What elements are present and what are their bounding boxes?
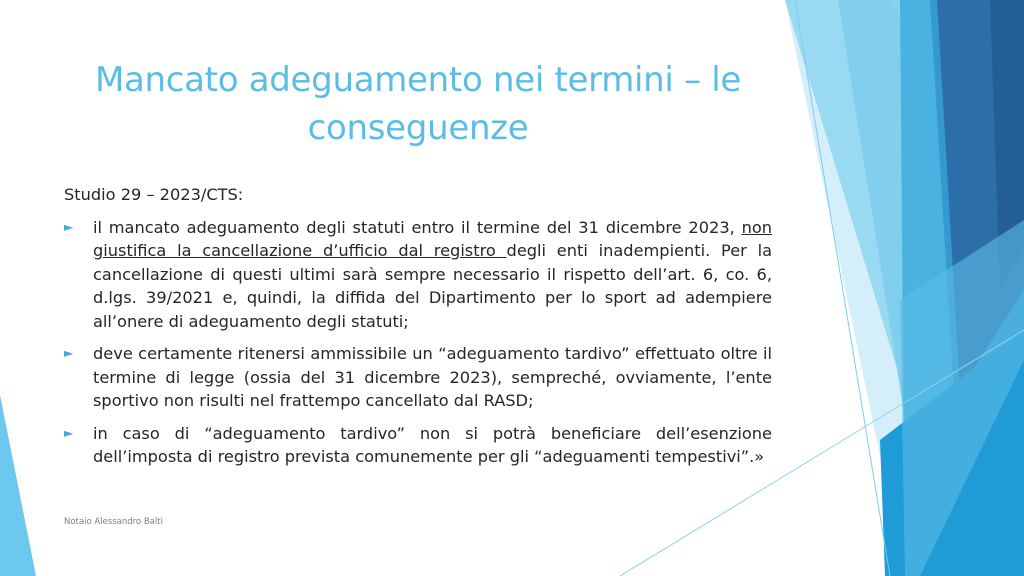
triangle-right-icon: ► <box>64 346 74 360</box>
footer-author: Notaio Alessandro Balti <box>64 517 163 527</box>
bullet-2-text: deve certamente ritenersi ammissibile un “adeguamento tardivo” effettuato oltre il termine di legge (ossia del 31 dicembre 2023), sempreché, ovviamente, l’ente sportivo non risulti nel frattempo cancellato dal RASD; <box>93 344 772 410</box>
bullet-item-1 <box>64 216 772 334</box>
title-line-2: conseguenze <box>307 108 529 148</box>
bullet-1-text-start: il mancato adeguamento degli statuti entro il termine del 31 dicembre 2023, <box>93 217 742 237</box>
triangle-right-icon: ► <box>64 425 74 440</box>
bullet-item-2 <box>64 342 772 413</box>
bullet-list <box>64 216 772 469</box>
bullet-3-text: in caso di “adeguamento tardivo” non si potrà beneficiare dell’esenzione dell’imposta di registro prevista comunemente per gli “adeguamenti tempestivi”.» <box>93 423 772 466</box>
left-facet <box>0 395 36 576</box>
slide-title <box>60 56 776 152</box>
intro-text: Studio 29 – 2023/CTS: <box>64 185 244 204</box>
title-line-1: Mancato adeguamento nei termini – le <box>94 60 742 100</box>
bullet-1-underlined-text: non giustifica la cancellazione d’ufficio dal registro <box>93 217 772 260</box>
bullet-item-3 <box>64 422 772 469</box>
triangle-right-icon: ► <box>64 219 74 234</box>
slide-content <box>64 183 772 478</box>
bullet-1-text-end: degli enti inadempienti. Per la cancellazione di questi ultimi sarà sempre necessario il rispetto dell’art. 6, co. 6, d.lgs. 39/2021 e, quindi, la diffida del Dipartimento per lo sport ad adempiere all’onere di adeguamento degli statuti; <box>93 241 772 331</box>
